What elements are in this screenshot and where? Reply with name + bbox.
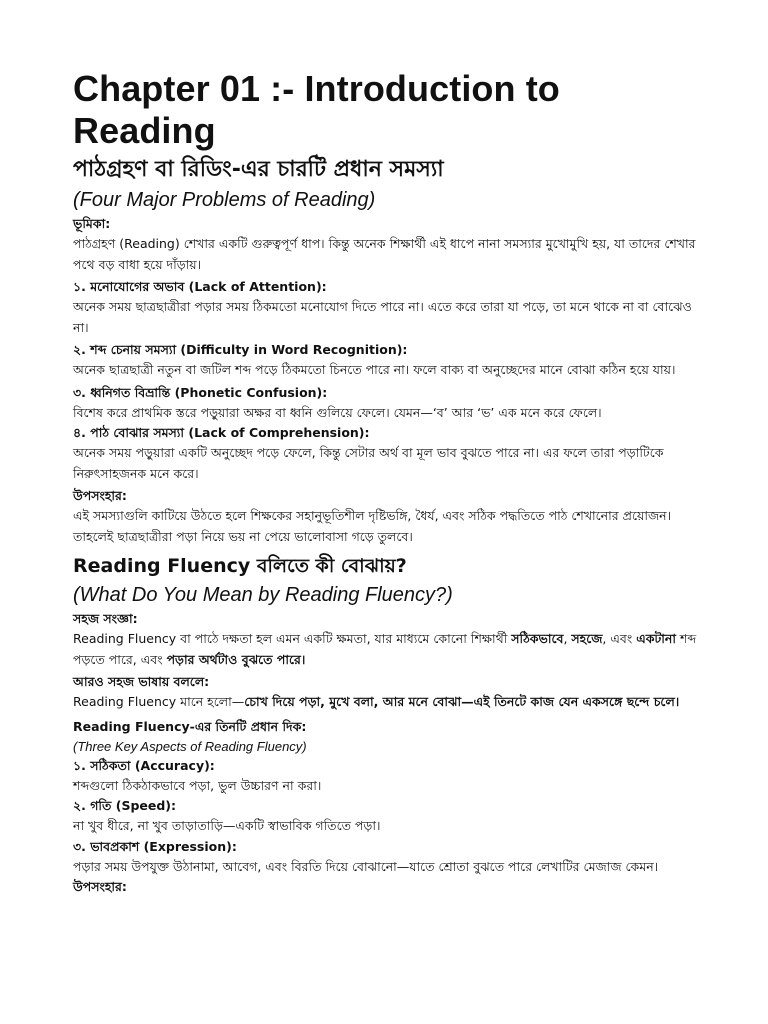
intro-label: ভূমিকা: bbox=[73, 216, 111, 231]
def-text-part: , bbox=[563, 631, 572, 646]
def-text-part: Reading Fluency বা পাঠে দক্ষতা হল এমন একটি ক্ষমতা, যার মাধ্যমে কোনো শিক্ষার্থী bbox=[73, 631, 512, 646]
section1-conclusion-text: এই সমস্যাগুলি কাটিয়ে উঠতে হলে শিক্ষকের সহানুভূতিশীল দৃষ্টিভঙ্গি, ধৈর্য, এবং সঠিক পদ্ধতিতে পাঠ শেখানোর প্রয়োজন। তাহলেই ছাত্রছাত্রীরা পড়া নিয়ে ভয় না পেয়ে ভালোবাসা গড়ে তুলবে। bbox=[73, 508, 672, 544]
aspects-heading: Reading Fluency-এর তিনটি প্রধান দিক: bbox=[73, 718, 307, 734]
aspect-2-text: না খুব ধীরে, না খুব তাড়াতাড়ি—একটি স্বাভাবিক গতিতে পড়া। bbox=[73, 818, 381, 833]
def-bold-easily: সহজে bbox=[571, 631, 603, 646]
problem-3-text: বিশেষ করে প্রাথমিক স্তরে পড়ুয়ারা অক্ষর বা ধ্বনি গুলিয়ে ফেলে। যেমন—‘ব’ আর ‘ভ’ এক মনে করে ফেলে। bbox=[73, 404, 602, 420]
def-bold-understand: পড়ার অর্থটাও বুঝতে পারে। bbox=[166, 651, 306, 667]
aspect-1-text: শব্দগুলো ঠিকঠাকভাবে পড়া, ভুল উচ্চারণ না করা। bbox=[73, 777, 322, 793]
chapter-title: Chapter 01 :- Introduction to Reading bbox=[73, 68, 560, 151]
section1-heading-bn: পাঠগ্রহণ বা রিডিং-এর চারটি প্রধান সমস্যা bbox=[73, 157, 444, 182]
section1-heading-en: (Four Major Problems of Reading) bbox=[73, 189, 376, 211]
simple-definition-label: সহজ সংজ্ঞা: bbox=[73, 611, 138, 626]
problem-1-text: অনেক সময় ছাত্রছাত্রীরা পড়ার সময় ঠিকমতো মনোযোগ দিতে পারে না। এতে করে তারা যা পড়ে, তা মনে থাকে না বা বোঝেও না। bbox=[73, 299, 692, 335]
problem-3-heading: ৩. ধ্বনিগত বিভ্রান্তি (Phonetic Confusion): bbox=[73, 384, 328, 400]
def-text-part: , এবং bbox=[602, 631, 637, 646]
section1-conclusion-label: উপসংহার: bbox=[73, 488, 127, 503]
def-text-part: শব্দ পড়তে পারে, এবং bbox=[73, 631, 697, 667]
aspect-1-heading: ১. সঠিকতা (Accuracy): bbox=[73, 757, 215, 773]
problem-4-text: অনেক সময় পড়ুয়ারা একটি অনুচ্ছেদ পড়ে ফেলে, কিন্তু সেটার অর্থ বা মূল ভাব বুঝতে পারে না। এর ফলে তারা পড়াটিকে নিরুৎসাহজনক মনে করে। bbox=[73, 445, 664, 481]
section2-heading: Reading Fluency বলিতে কী বোঝায়? bbox=[73, 555, 407, 577]
def-bold-continuously: একটানা bbox=[636, 631, 676, 646]
problem-2-text: অনেক ছাত্রছাত্রী নতুন বা জটিল শব্দ পড়ে ঠিকমতো চিনতে পারে না। ফলে বাক্য বা অনুচ্ছেদের মানে বোঝা কঠিন হয়ে যায়। bbox=[73, 362, 676, 377]
simpler-language-text bbox=[73, 692, 702, 713]
simpler-language-label: আরও সহজ ভাষায় বললে: bbox=[73, 674, 210, 689]
problem-1-heading: ১. মনোযোগের অভাব (Lack of Attention): bbox=[73, 279, 327, 294]
problem-2-heading: ২. শব্দ চেনায় সমস্যা (Difficulty in Word Recognition): bbox=[73, 342, 408, 357]
def-bold-correctly: সঠিকভাবে bbox=[511, 631, 564, 646]
simple-definition-text bbox=[73, 629, 702, 670]
problem-4-heading: ৪. পাঠ বোঝার সমস্যা (Lack of Comprehension): bbox=[73, 425, 370, 440]
intro-text: পাঠগ্রহণ (Reading) শেখার একটি গুরুত্বপূর্ণ ধাপ। কিন্তু অনেক শিক্ষার্থী এই ধাপে নানা সমস্যার মুখোমুখি হয়, যা তাদের শেখার পথে বড় বাধা হয়ে দাঁড়ায়। bbox=[73, 236, 696, 272]
aspects-subheading: (Three Key Aspects of Reading Fluency) bbox=[73, 738, 307, 754]
simpler-bold-text: চোখ দিয়ে পড়া, মুখে বলা, আর মনে বোঝা—এই তিনটে কাজ যেন একসঙ্গে ছন্দে চলে। bbox=[244, 694, 680, 709]
aspect-2-heading: ২. গতি (Speed): bbox=[73, 798, 177, 813]
aspect-3-heading: ৩. ভাবপ্রকাশ (Expression): bbox=[73, 838, 237, 854]
simpler-text-part: Reading Fluency মানে হলো— bbox=[73, 694, 245, 709]
section2-conclusion-label: উপসংহার: bbox=[73, 879, 127, 894]
section2-subheading: (What Do You Mean by Reading Fluency?) bbox=[73, 584, 453, 606]
aspect-3-text: পড়ার সময় উপযুক্ত উঠানামা, আবেগ, এবং বিরতি দিয়ে বোঝানো—যাতে শ্রোতা বুঝতে পারে লেখাটির মেজাজ কেমন। bbox=[73, 858, 659, 874]
